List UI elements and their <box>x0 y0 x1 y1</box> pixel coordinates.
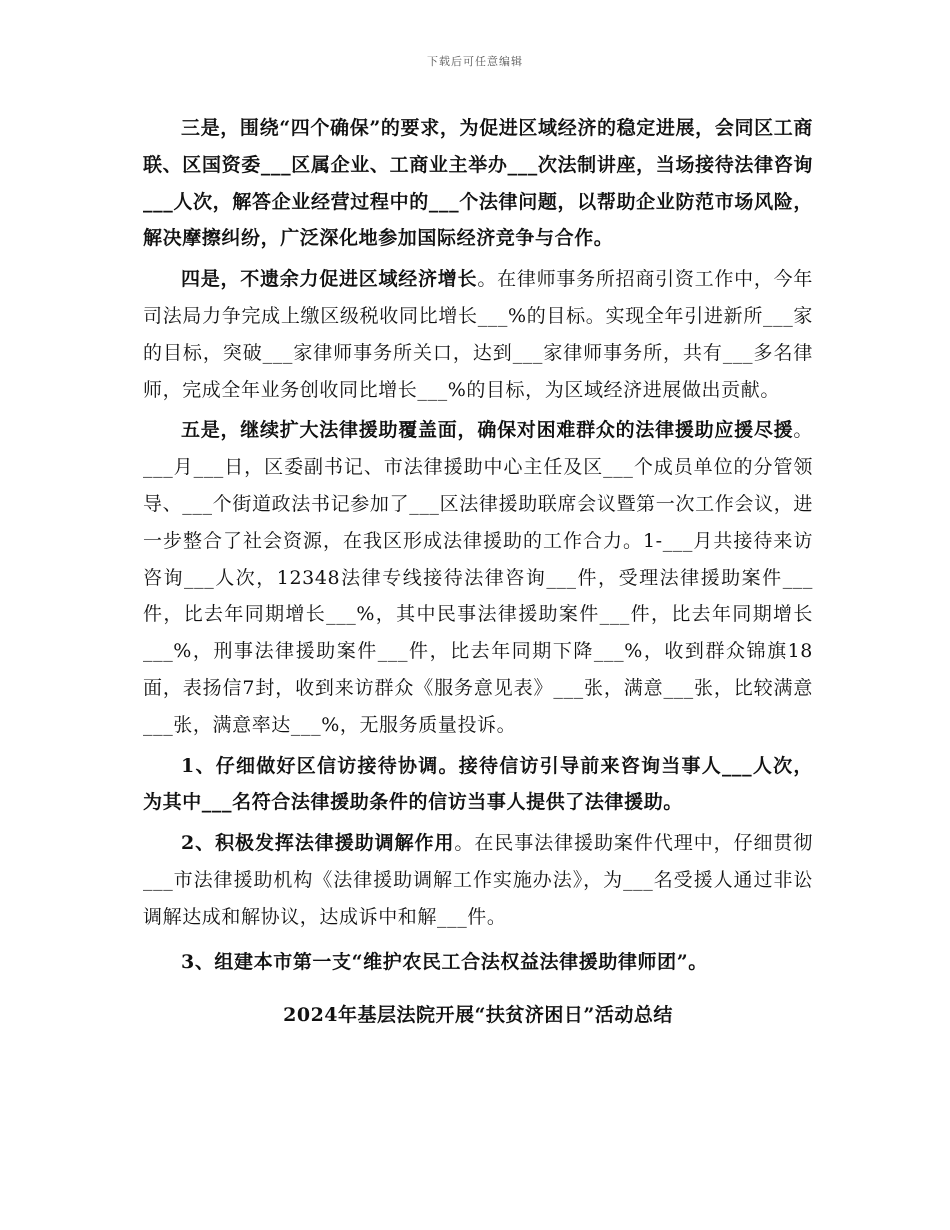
paragraph-item-2-body: 。在民事法律援助案件代理中，仔细贯彻___市法律援助机构《法律援助调解工作实施办法》，为___名受援人通过非讼调解达成和解协议，达成诉中和解___件。 <box>143 832 813 928</box>
paragraph-item-1: 1、仔细做好区信访接待协调。接待信访引导前来咨询当事人___人次，为其中___名符合法律援助条件的信访当事人提供了法律援助。 <box>143 754 813 814</box>
paragraph-wu-shi-body: 。___月___日，区委副书记、市法律援助中心主任及区___个成员单位的分管领导、___个街道政法书记参加了___区法律援助联席会议暨第一次工作会议，进一步整合了社会资源，在我区形成法律援助的工作合力。1-___月共接待来访咨询___人次，12348法律专线接待法律咨询___件，受理法律援助案件___件，比去年同期增长___%，其中民事法律援助案件___件，比去年同期增长___%，刑事法律援助案件___件，比去年同期下降___%，收到群众锦旗18面，表扬信7封，收到来访群众《服务意见表》___张，满意___张，比较满意___张，满意率达___%，无服务质量投诉。 <box>143 419 813 736</box>
paragraph-si-shi-lead: 四是，不遗余力促进区域经济增长 <box>181 268 478 291</box>
paragraph-item-2-lead: 2、积极发挥法律援助调解作用 <box>181 832 455 855</box>
paragraph-wu-shi <box>143 412 813 743</box>
paragraph-san-shi: 三是，围绕“四个确保”的要求，为促进区域经济的稳定进展，会同区工商联、区国资委___区属企业、工商业主举办___次法制讲座，当场接待法律咨询___人次，解答企业经营过程中的___个法律问题，以帮助企业防范市场风险，解决摩擦纠纷，广泛深化地参加国际经济竞争与合作。 <box>143 117 813 250</box>
paragraph-item-3: 3、组建本市第一支“维护农民工合法权益法律援助律师团”。 <box>181 950 708 973</box>
paragraph-si-shi <box>143 261 813 408</box>
page-header-note: 下载后可任意编辑 <box>427 55 523 68</box>
paragraph-si-shi-body: 。在律师事务所招商引资工作中，今年司法局力争完成上缴区级税收同比增长___%的目标。实现全年引进新所___家的目标，突破___家律师事务所关口，达到___家律师事务所，共有___多名律师，完成全年业务创收同比增长___%的目标，为区域经济进展做出贡献。 <box>143 268 813 401</box>
next-section-title: 2024年基层法院开展“扶贫济困日”活动总结 <box>283 1004 673 1027</box>
paragraph-wu-shi-lead: 五是，继续扩大法律援助覆盖面，确保对困难群众的法律援助应援尽援 <box>181 419 794 442</box>
document-body <box>143 110 813 1027</box>
paragraph-item-2 <box>143 825 813 935</box>
